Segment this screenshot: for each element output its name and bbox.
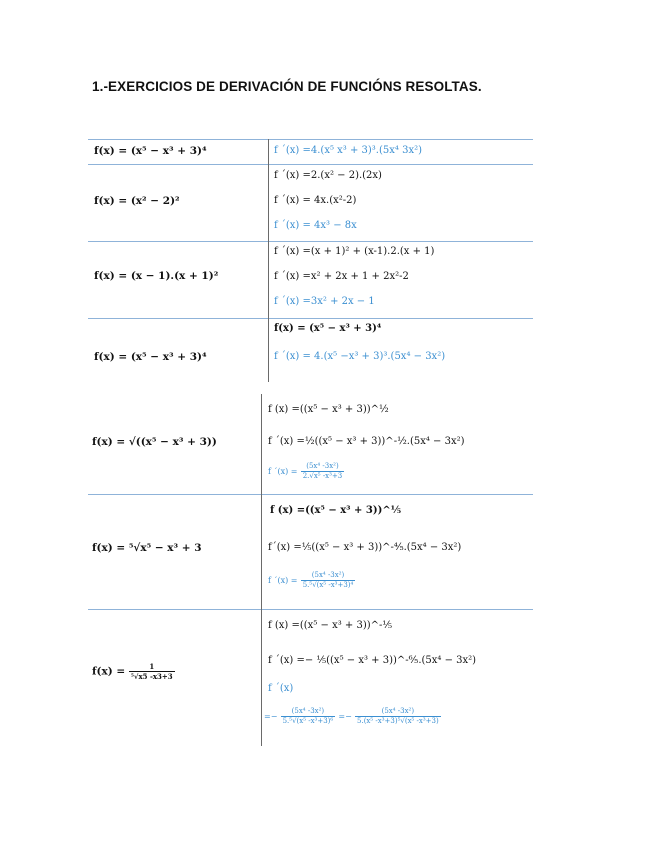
fraction-numerator: (5x⁴ -3x²) bbox=[301, 572, 356, 581]
row-separator bbox=[88, 318, 533, 319]
column-divider bbox=[268, 139, 269, 382]
table-top-rule bbox=[88, 139, 533, 140]
derivative-step: f ´(x) = 4x.(x²-2) bbox=[274, 195, 357, 206]
row-separator bbox=[88, 609, 533, 610]
derivative-result bbox=[268, 572, 355, 589]
derivative-step: f ´(x) =(x + 1)² + (x-1).2.(x + 1) bbox=[274, 246, 435, 257]
fraction-numerator: (5x⁴ -3x²) bbox=[301, 463, 345, 472]
derivative-step: f ´(x) =x² + 2x + 1 + 2x²-2 bbox=[274, 271, 409, 282]
fraction-numerator: (5x⁴ -3x²) bbox=[281, 708, 336, 717]
function-definition: f(x) = √((x⁵ − x³ + 3)) bbox=[92, 436, 217, 448]
fraction-denominator: 2.√x⁵ -x³+3 bbox=[302, 472, 343, 480]
derivative-step: f´(x) =⅕((x⁵ − x³ + 3))^-⁴⁄₅.(5x⁴ − 3x²) bbox=[268, 542, 462, 553]
function-definition: f(x) = (x² − 2)² bbox=[94, 195, 180, 207]
derivative-step: f ´(x) =2.(x² − 2).(2x) bbox=[274, 170, 382, 181]
derivative-result: f ´(x) = 4.(x⁵ −x³ + 3)³.(5x⁴ − 3x²) bbox=[274, 351, 446, 362]
row-separator bbox=[88, 164, 533, 165]
function-definition: f(x) = (x⁵ − x³ + 3)⁴ bbox=[94, 351, 207, 363]
derivative-result bbox=[268, 463, 344, 480]
equals-minus: =− bbox=[264, 712, 278, 721]
derivative-result: f ´(x) = 4x³ − 8x bbox=[274, 220, 357, 231]
derivative-step: f ´(x) =½((x⁵ − x³ + 3))^-½.(5x⁴ − 3x²) bbox=[268, 436, 465, 447]
derivative-step: f (x) =((x⁵ − x³ + 3))^½ bbox=[268, 404, 389, 415]
derivative-result bbox=[264, 708, 441, 725]
function-definition: f(x) = (x⁵ − x³ + 3)⁴ bbox=[94, 145, 207, 157]
derivative-step: f ´(x) =− ⅕((x⁵ − x³ + 3))^-⁶⁄₅.(5x⁴ − 3x²) bbox=[268, 655, 477, 666]
derivative-step: f(x) = (x⁵ − x³ + 3)⁴ bbox=[274, 323, 382, 334]
fraction-denominator: 5.⁵√(x⁵ -x³+3)⁶ bbox=[282, 717, 334, 725]
derivative-result-label: f ´(x) bbox=[268, 683, 294, 694]
derivative-step: f (x) =((x⁵ − x³ + 3))^⅕ bbox=[270, 505, 402, 516]
function-definition: f(x) = (x − 1).(x + 1)² bbox=[94, 270, 219, 282]
equals-minus: =− bbox=[338, 712, 352, 721]
row-separator bbox=[88, 494, 533, 495]
derivative-result-lhs: f ´(x) = bbox=[268, 467, 298, 476]
fraction-numerator: (5x⁴ -3x²) bbox=[355, 708, 441, 717]
derivative-result: f ´(x) =3x² + 2x − 1 bbox=[274, 296, 375, 307]
fraction-denominator: 5.(x⁵ -x³+3)⁵√(x⁵ -x³+3) bbox=[357, 717, 439, 725]
page-title: 1.-EXERCICIOS DE DERIVACIÓN DE FUNCIÓNS RESOLTAS. bbox=[92, 79, 482, 94]
fraction-denominator: ⁵√x5 -x3+3 bbox=[130, 672, 173, 681]
row-separator bbox=[88, 241, 533, 242]
derivative-result: f ´(x) =4.(x⁵ x³ + 3)³.(5x⁴ 3x²) bbox=[274, 145, 422, 156]
function-definition bbox=[92, 663, 175, 680]
derivative-step: f (x) =((x⁵ − x³ + 3))^-⅕ bbox=[268, 620, 393, 631]
fraction-denominator: 5.⁵√(x⁵ -x³+3)⁴ bbox=[302, 581, 354, 589]
fraction-numerator: 1 bbox=[129, 663, 175, 672]
function-definition: f(x) = ⁵√x⁵ − x³ + 3 bbox=[92, 542, 202, 554]
column-divider bbox=[261, 394, 262, 746]
function-prefix: f(x) = bbox=[92, 665, 126, 678]
derivative-result-lhs: f ´(x) = bbox=[268, 576, 298, 585]
